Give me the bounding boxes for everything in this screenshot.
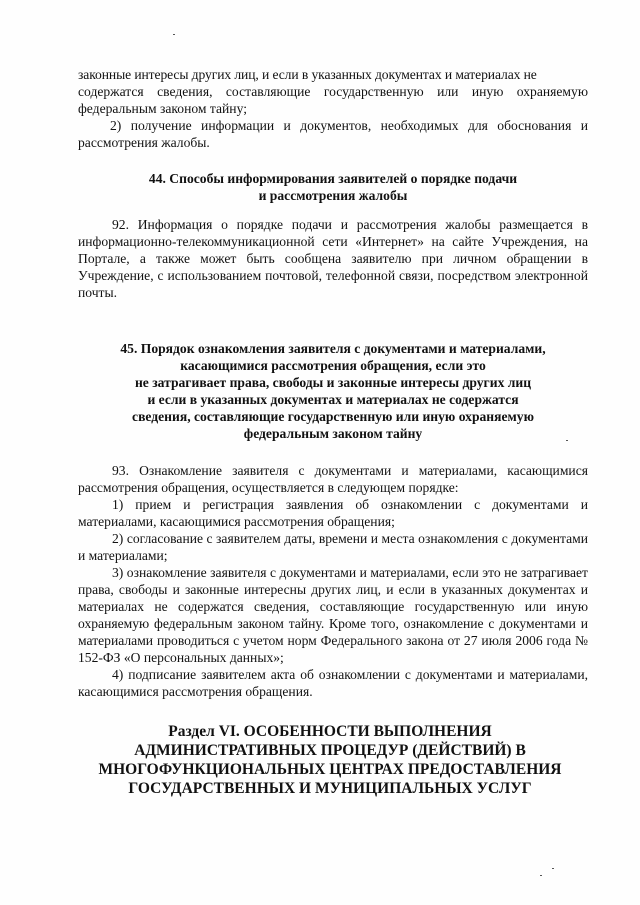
heading-section-45 (70, 340, 596, 442)
paragraph-continuation (78, 66, 588, 151)
list-item: 4) подписание заявителем акта об ознакомлении с документами и материалами, касающимися рассмотрения обращения. (78, 667, 588, 699)
heading-line: и рассмотрения жалобы (258, 188, 408, 203)
heading-line: 45. Порядок ознакомления заявителя с документами и материалами, (120, 341, 546, 356)
heading-line: 44. Способы информирования заявителей о порядке подачи (148, 171, 518, 186)
heading-line: федеральным законом тайну (243, 426, 423, 441)
section-title-line: АДМИНИСТРАТИВНЫХ ПРОЦЕДУР (ДЕЙСТВИЙ) В (134, 742, 526, 759)
paragraph-93 (78, 462, 588, 700)
heading-line: и если в указанных документах и материалах не содержатся (147, 392, 519, 407)
paragraph-92 (78, 216, 588, 301)
section-title-line: Раздел VI. ОСОБЕННОСТИ ВЫПОЛНЕНИЯ (168, 723, 492, 740)
section-title-line: МНОГОФУНКЦИОНАЛЬНЫХ ЦЕНТРАХ ПРЕДОСТАВЛЕНИЯ (98, 761, 562, 778)
scan-speck (173, 34, 175, 35)
text-line: содержатся сведения, составляющие государственную или иную охраняемую (78, 84, 588, 99)
text-line: рассмотрения жалобы. (78, 135, 210, 150)
section-title-line: ГОСУДАРСТВЕННЫХ И МУНИЦИПАЛЬНЫХ УСЛУГ (128, 780, 532, 797)
heading-section-44 (70, 170, 596, 204)
list-item: 2) согласование с заявителем даты, времени и места ознакомления с документами и материалами; (78, 531, 588, 563)
list-item: 1) прием и регистрация заявления об ознакомлении с документами и материалами, касающимися рассмотрения обращения; (78, 497, 588, 529)
paragraph-92-text: 92. Информация о порядке подачи и рассмотрения жалобы размещается в информационно-телекоммуникационной сети «Интернет» на сайте Учреждения, на Портале, а также может быть сообщена заявителю при личном обращении в Учреждение, с использованием почтовой, телефонной связи, посредством электронной почты. (78, 217, 588, 300)
list-item: 3) ознакомление заявителя с документами и материалами, если это не затрагивает права, свободы и законные интересны других лиц, и если в указанных документах и материалах не содержатся сведения, составляющие государственную или иную охраняемую федеральным законом тайну. Кроме того, ознакомление с документами и материалами проводиться с учетом норм Федерального закона от 27 июля 2006 года № 152-ФЗ «О персональных данных»; (78, 565, 588, 665)
text-line: законные интересы других лиц, и если в указанных документах и материалах не (78, 67, 537, 82)
heading-line: сведения, составляющие государственную или иную охраняемую (132, 409, 534, 424)
heading-line: касающимися рассмотрения обращения, если это (180, 358, 486, 373)
paragraph-93-intro: 93. Ознакомление заявителя с документами и материалами, касающимися рассмотрения обращения, осуществляется в следующем порядке: (78, 463, 588, 495)
scan-speck (552, 868, 554, 869)
text-line: федеральным законом тайну; (78, 101, 247, 116)
section-6-title (90, 722, 570, 798)
text-line: 2) получение информации и документов, необходимых для обоснования и (110, 118, 588, 133)
scan-speck (566, 440, 568, 441)
scan-speck (540, 875, 542, 876)
heading-line: не затрагивает права, свободы и законные интересы других лиц (134, 375, 532, 390)
